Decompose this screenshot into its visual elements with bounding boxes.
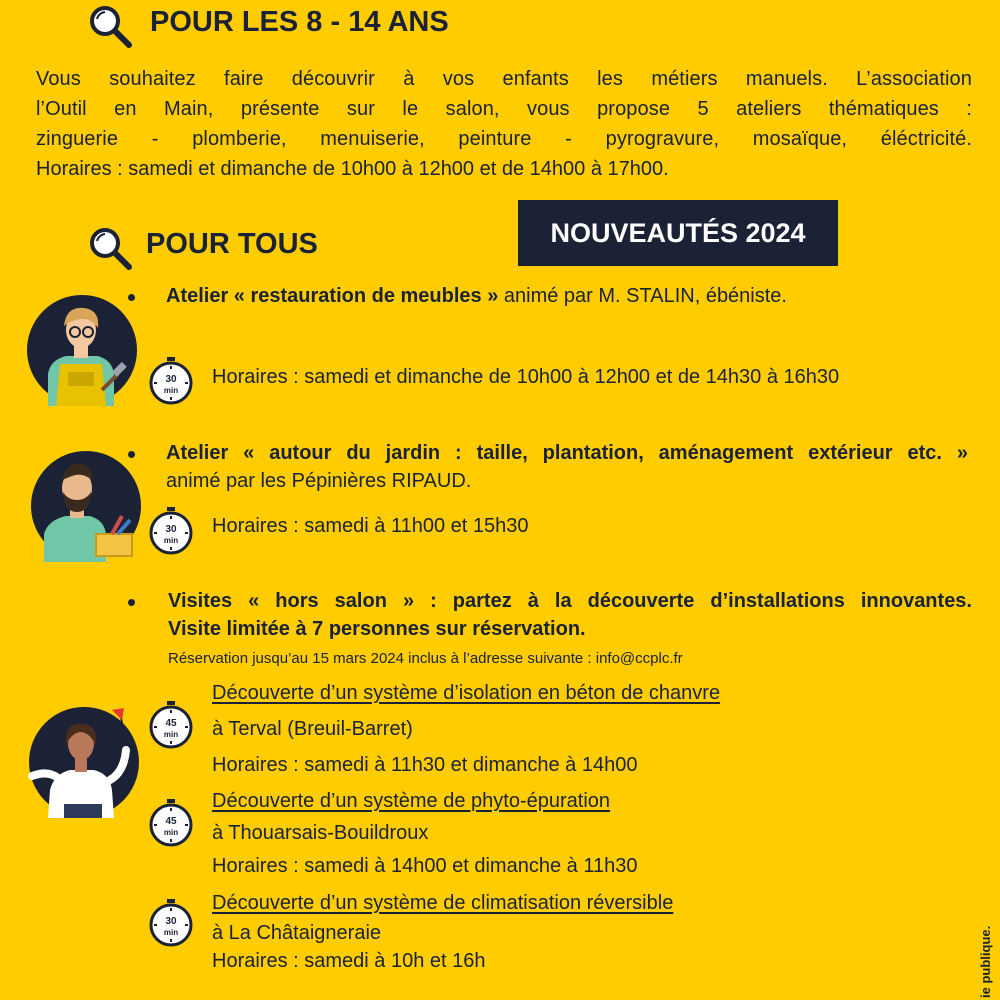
visits-reservation: Réservation jusqu’au 15 mars 2024 inclus à l’adresse suivante : info@ccplc.fr xyxy=(168,650,683,667)
timer-unit: min xyxy=(163,828,179,837)
visit2-title: Découverte d’un système de phyto-épuration xyxy=(212,790,611,812)
workshop1-host: animé par M. STALIN, ébéniste. xyxy=(498,285,787,307)
intro-line: Vous souhaitez faire découvrir à vos enfants les métiers manuels. L’association xyxy=(36,68,972,90)
workshop2-title: Atelier « autour du jardin : taille, plantation, aménagement extérieur etc. » xyxy=(166,442,968,464)
visits-line2: Visite limitée à 7 personnes sur réservation. xyxy=(168,618,586,640)
workshop2-host: animé par les Pépinières RIPAUD. xyxy=(166,470,472,492)
timer-unit: min xyxy=(163,536,179,545)
visit1-place: à Terval (Breuil-Barret) xyxy=(212,718,413,740)
visit3-hours: Horaires : samedi à 10h et 16h xyxy=(212,950,486,972)
timer-icon xyxy=(148,798,194,848)
side-note: ie publique. xyxy=(978,925,993,998)
carpenter-avatar-icon xyxy=(26,294,138,406)
section-title-all: POUR TOUS xyxy=(146,228,318,260)
timer-duration: 45 xyxy=(165,816,177,827)
timer-unit: min xyxy=(163,386,179,395)
visit1-title: Découverte d’un système d’isolation en béton de chanvre xyxy=(212,682,721,704)
workshop1-title: Atelier « restauration de meubles » xyxy=(166,285,499,307)
timer-icon xyxy=(148,898,194,948)
guide-avatar-icon xyxy=(28,706,140,818)
new-2024-badge: NOUVEAUTÉS 2024 xyxy=(518,200,838,266)
magnifier-icon xyxy=(86,224,134,272)
bullet xyxy=(128,599,135,606)
visit3-place: à La Châtaigneraie xyxy=(212,922,382,944)
visit2-place: à Thouarsais-Bouildroux xyxy=(212,822,429,844)
visits-line1: Visites « hors salon » : partez à la découverte d’installations innovantes. xyxy=(168,590,972,612)
kids-hours: Horaires : samedi et dimanche de 10h00 à 12h00 et de 14h00 à 17h00. xyxy=(36,158,669,180)
timer-icon xyxy=(148,700,194,750)
visit3-title: Découverte d’un système de climatisation réversible xyxy=(212,892,674,914)
intro-line: zinguerie - plomberie, menuiserie, peinture - pyrogravure, mosaïque, éléctricité. xyxy=(36,128,972,150)
workshop1-title-line xyxy=(166,285,787,308)
kids-intro xyxy=(36,64,972,154)
timer-duration: 45 xyxy=(165,718,177,729)
section-title-kids: POUR LES 8 - 14 ANS xyxy=(150,6,449,38)
intro-line: l’Outil en Main, présente sur le salon, vous propose 5 ateliers thématiques : xyxy=(36,98,972,120)
timer-icon xyxy=(148,356,194,406)
timer-unit: min xyxy=(163,730,179,739)
timer-icon xyxy=(148,506,194,556)
workshop1-hours: Horaires : samedi et dimanche de 10h00 à 12h00 et de 14h30 à 16h30 xyxy=(212,366,840,388)
timer-duration: 30 xyxy=(165,524,177,535)
workshop2-hours: Horaires : samedi à 11h00 et 15h30 xyxy=(212,515,529,537)
timer-duration: 30 xyxy=(165,374,177,385)
timer-duration: 30 xyxy=(165,916,177,927)
visit1-hours: Horaires : samedi à 11h30 et dimanche à 14h00 xyxy=(212,754,638,776)
timer-unit: min xyxy=(163,928,179,937)
gardener-avatar-icon xyxy=(30,450,142,562)
magnifier-icon xyxy=(86,2,134,50)
visit2-hours: Horaires : samedi à 14h00 et dimanche à 11h30 xyxy=(212,855,638,877)
